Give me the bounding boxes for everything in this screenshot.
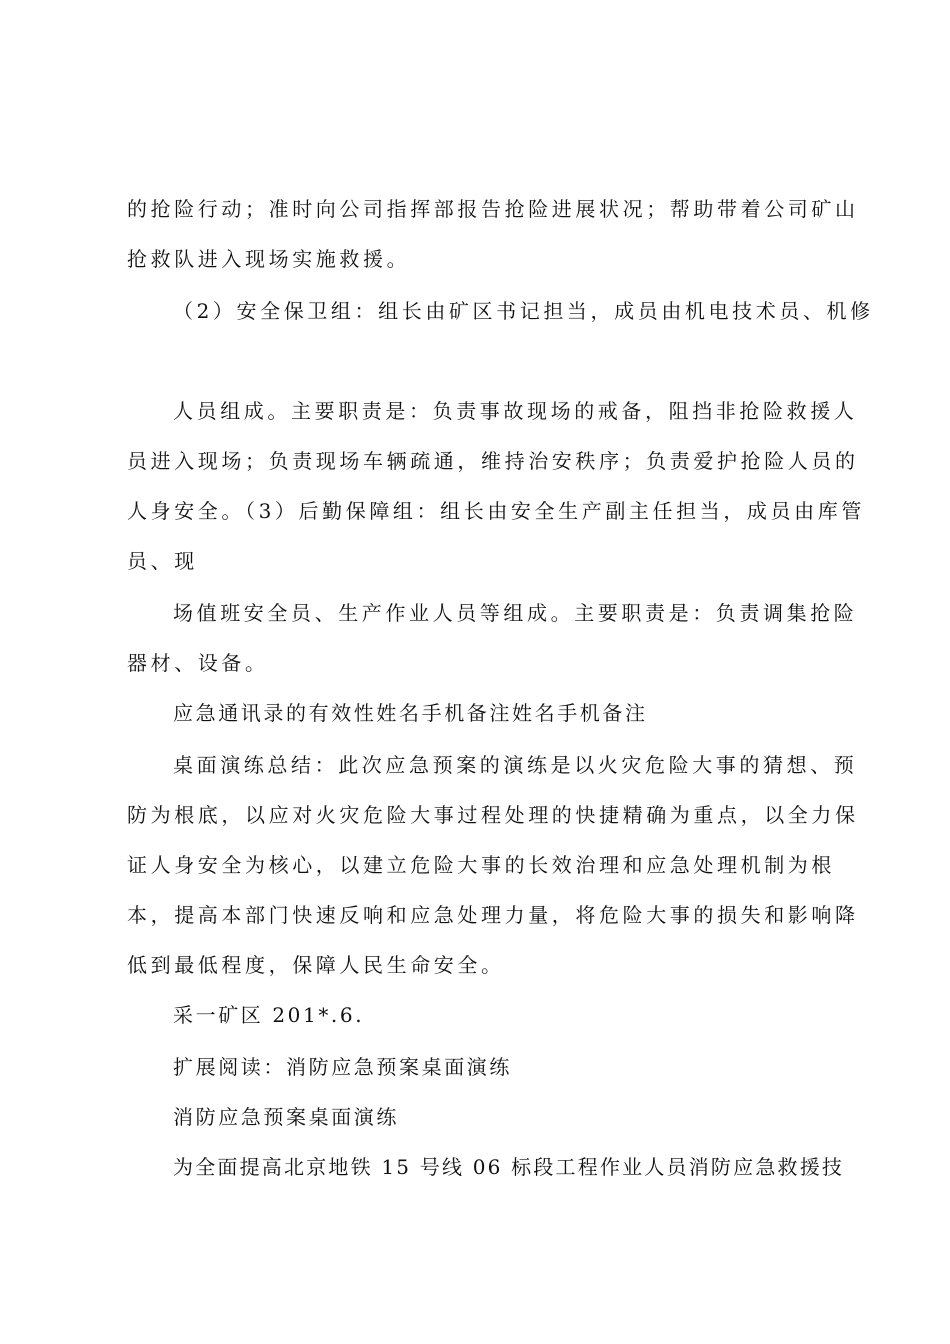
paragraph-line: 防为根底，以应对火灾危险大事过程处理的快捷精确为重点，以全力保 — [127, 803, 859, 827]
paragraph-line: 本，提高本部门快速反响和应急处理力量，将危险大事的损失和影响降 — [127, 903, 859, 927]
paragraph-line: 人员组成。主要职责是：负责事故现场的戒备，阻挡非抢险救援人 — [173, 399, 858, 423]
paragraph-line: 员进入现场；负责现场车辆疏通，维持治安秩序；负责爱护抢险人员的 — [127, 449, 859, 473]
paragraph-line: 桌面演练总结：此次应急预案的演练是以火灾危险大事的猜想、预 — [173, 753, 858, 777]
signature-date-line: 采一矿区 201*.6. — [173, 1003, 365, 1027]
paragraph-line: 器材、设备。 — [127, 651, 269, 675]
section-title: 消防应急预案桌面演练 — [173, 1105, 399, 1129]
paragraph-line: 的抢险行动；准时向公司指挥部报告抢险进展状况；帮助带着公司矿山 — [127, 197, 859, 221]
paragraph-line: 员、现 — [127, 549, 198, 573]
paragraph-line: 为全面提高北京地铁 15 号线 06 标段工程作业人员消防应急救援技 — [173, 1155, 845, 1179]
paragraph-line: 低到最低程度，保障人民生命安全。 — [127, 953, 505, 977]
paragraph-line: 应急通讯录的有效性姓名手机备注姓名手机备注 — [173, 701, 648, 725]
paragraph-line: 人身安全。（3）后勤保障组：组长由安全生产副主任担当，成员由库管 — [127, 499, 865, 523]
section-heading: 扩展阅读：消防应急预案桌面演练 — [173, 1055, 512, 1079]
paragraph-line: 证人身安全为核心，以建立危险大事的长效治理和应急处理机制为根 — [127, 853, 835, 877]
paragraph-line: 场值班安全员、生产作业人员等组成。主要职责是：负责调集抢险 — [173, 601, 858, 625]
paragraph-line: （2）安全保卫组：组长由矿区书记担当，成员由机电技术员、机修 — [173, 299, 874, 323]
paragraph-line: 抢救队进入现场实施救援。 — [127, 247, 411, 271]
